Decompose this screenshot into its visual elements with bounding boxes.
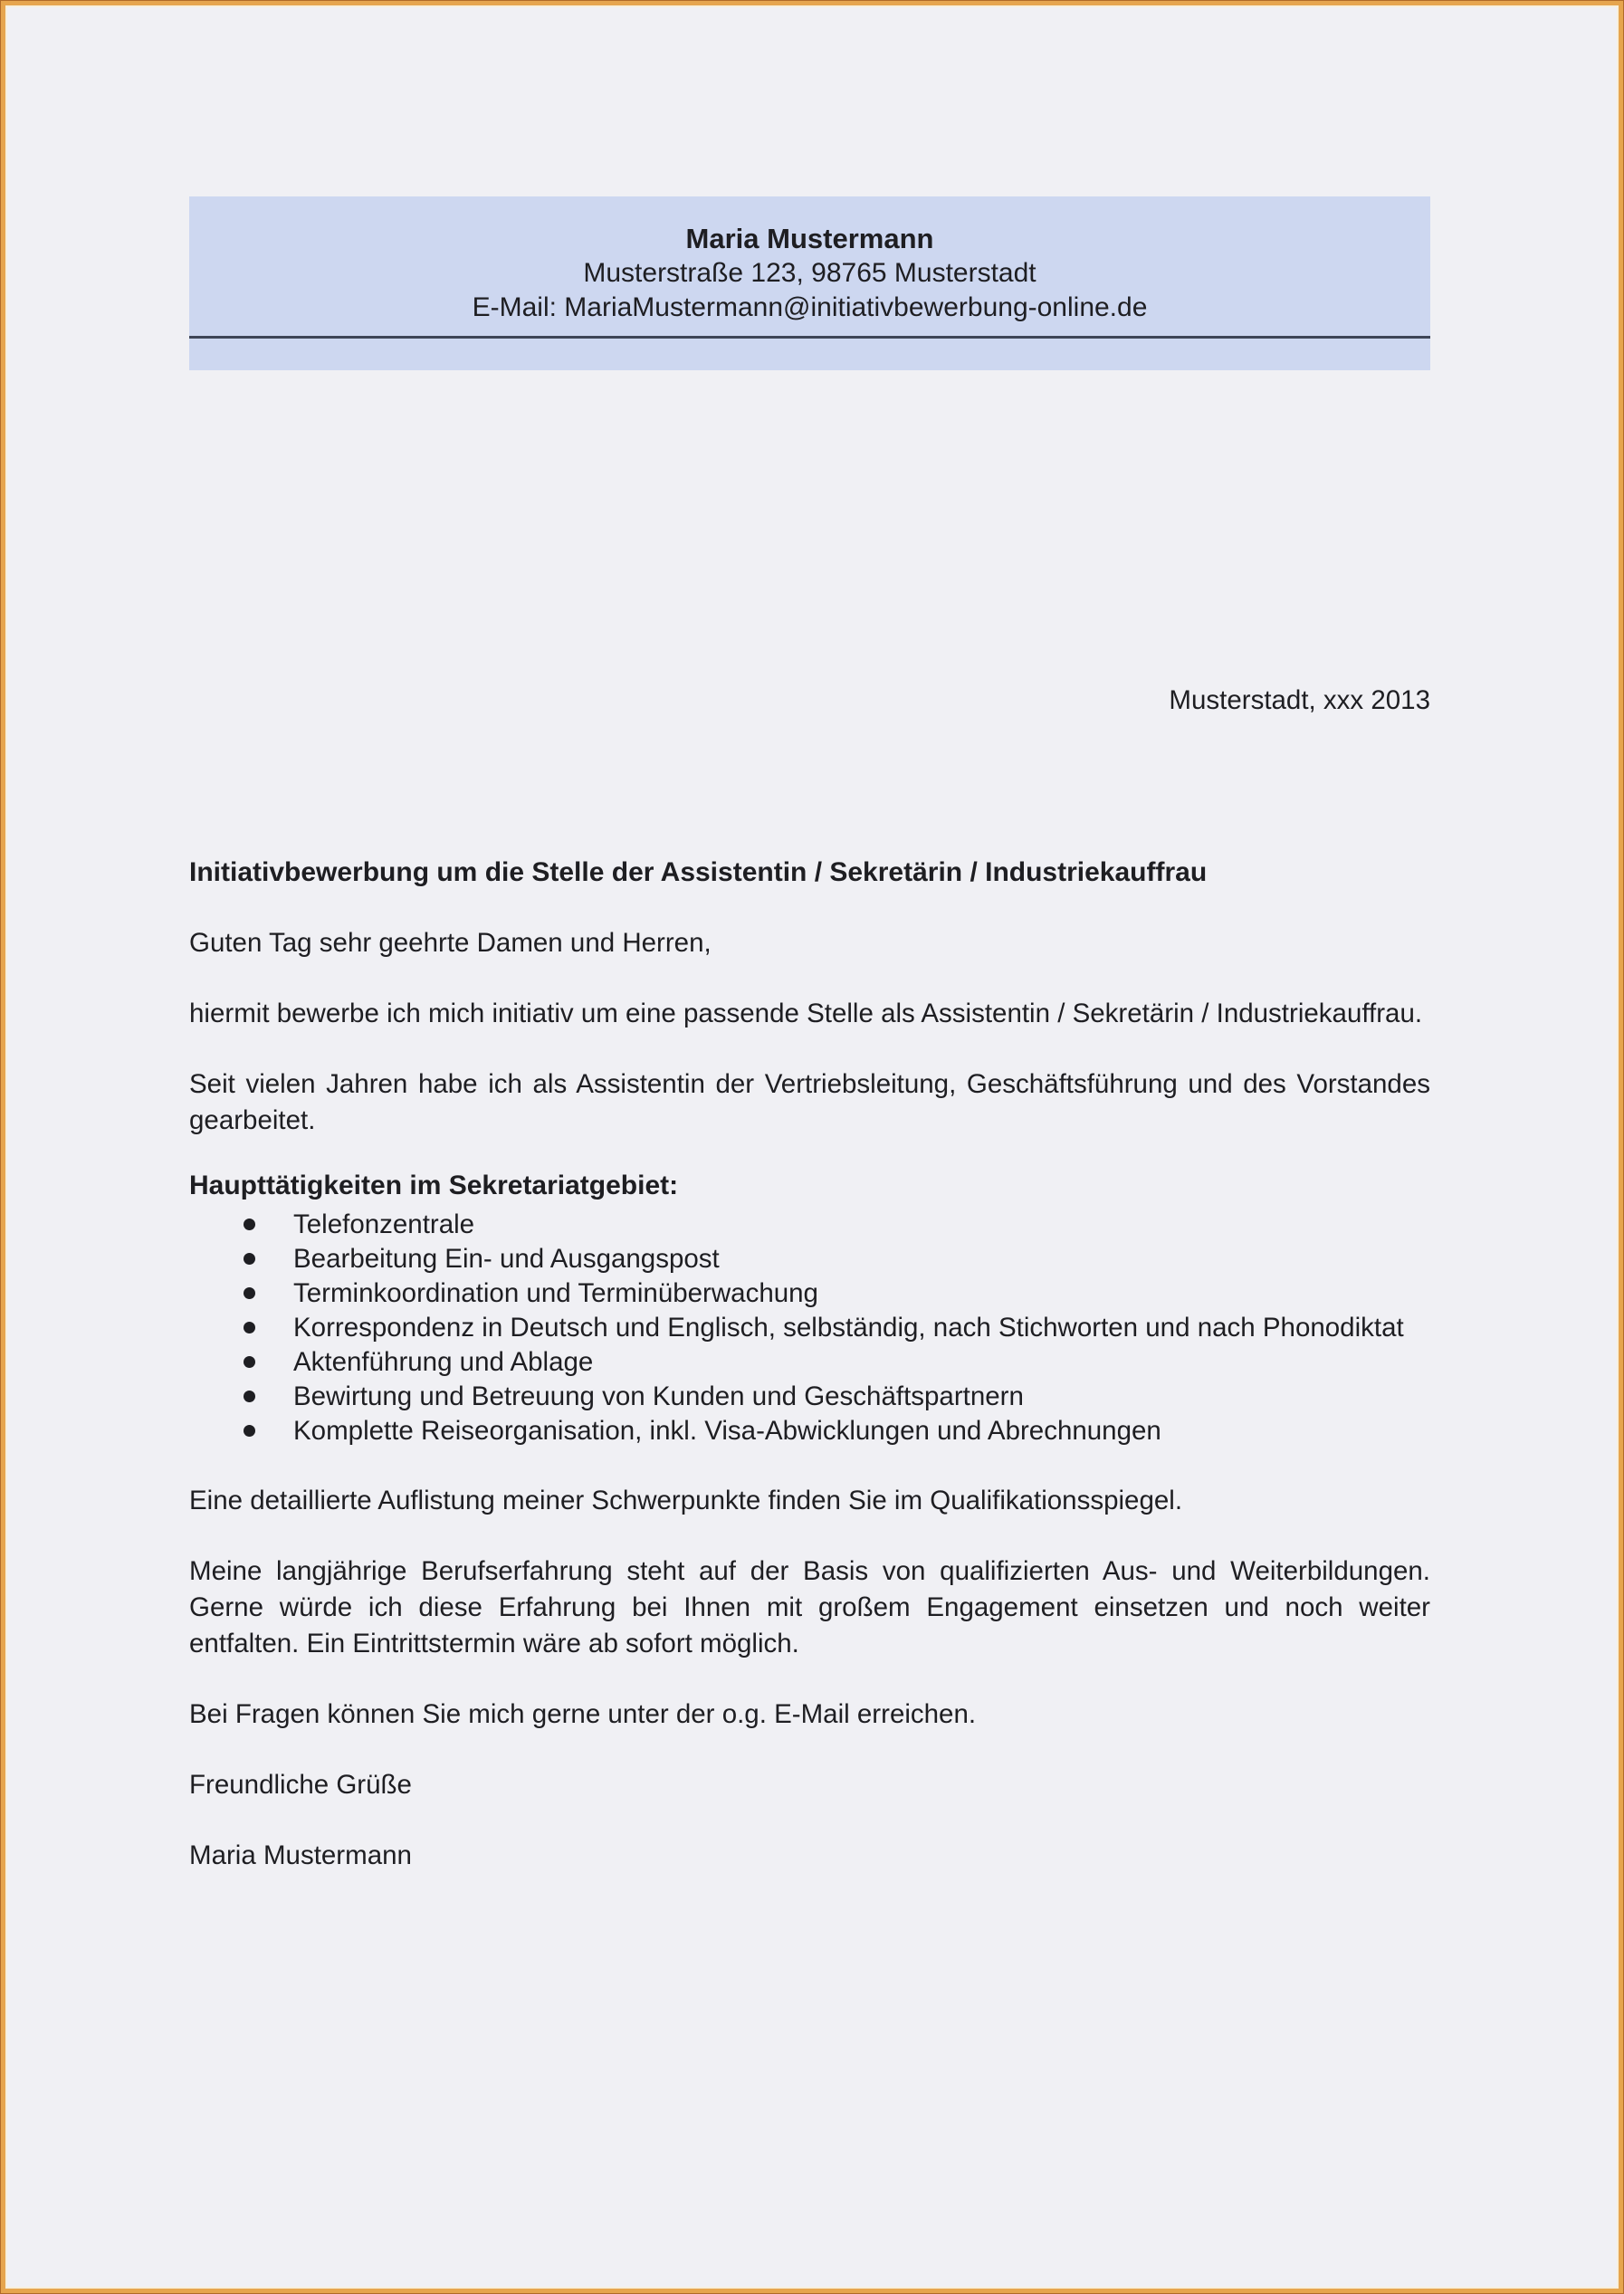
- subject-line: Initiativbewerbung um die Stelle der Assistentin / Sekretärin / Industriekauffrau: [189, 857, 1208, 887]
- paragraph-intro: hiermit bewerbe ich mich initiativ um eine passende Stelle als Assistentin / Sekretärin / Industriekauffrau.: [189, 999, 1423, 1028]
- list-item: Aktenführung und Ablage: [189, 1345, 1430, 1380]
- list-item: Bearbeitung Ein- und Ausgangspost: [189, 1242, 1430, 1276]
- sender-email: E-Mail: MariaMustermann@initiativbewerbung-online.de: [472, 292, 1148, 322]
- letter-content: [0, 196, 1624, 1874]
- sender-header-box: [189, 196, 1430, 370]
- list-item: Terminkoordination und Terminüberwachung: [189, 1276, 1430, 1311]
- duties-list: [189, 1208, 1430, 1448]
- paragraph-contact: Bei Fragen können Sie mich gerne unter der o.g. E-Mail erreichen.: [189, 1699, 977, 1729]
- sender-header-rule-spacer: [189, 339, 1430, 370]
- list-item: Korrespondenz in Deutsch und Englisch, selbständig, nach Stichworten und nach Phonodiktat: [189, 1311, 1430, 1345]
- sender-address: Musterstraße 123, 98765 Musterstadt: [583, 258, 1036, 288]
- closing-phrase: Freundliche Grüße: [189, 1770, 412, 1800]
- sender-name: Maria Mustermann: [685, 223, 934, 254]
- date-line: Musterstadt, xxx 2013: [1169, 685, 1430, 715]
- paragraph-engagement: Meine langjährige Berufserfahrung steht auf der Basis von qualifizierten Aus- und Weiterbildungen. Gerne würde ich diese Erfahrung bei Ihnen mit großem Engagement einsetzen und noch weiter entfalten. Ein Eintrittstermin wäre ab sofort möglich.: [189, 1556, 1430, 1658]
- paragraph-qualifications: Eine detaillierte Auflistung meiner Schwerpunkte finden Sie im Qualifikationsspiegel.: [189, 1486, 1183, 1515]
- list-item: Bewirtung und Betreuung von Kunden und Geschäftspartnern: [189, 1380, 1430, 1414]
- paragraph-experience: Seit vielen Jahren habe ich als Assistentin der Vertriebsleitung, Geschäftsführung und des Vorstandes gearbeitet.: [189, 1069, 1430, 1135]
- duties-heading: Haupttätigkeiten im Sekretariatgebiet:: [189, 1171, 679, 1200]
- signature-name: Maria Mustermann: [189, 1840, 412, 1870]
- list-item: Telefonzentrale: [189, 1208, 1430, 1242]
- list-item: Komplette Reiseorganisation, inkl. Visa-Abwicklungen und Abrechnungen: [189, 1414, 1430, 1448]
- salutation: Guten Tag sehr geehrte Damen und Herren,: [189, 928, 712, 958]
- sender-header-main: [189, 196, 1430, 339]
